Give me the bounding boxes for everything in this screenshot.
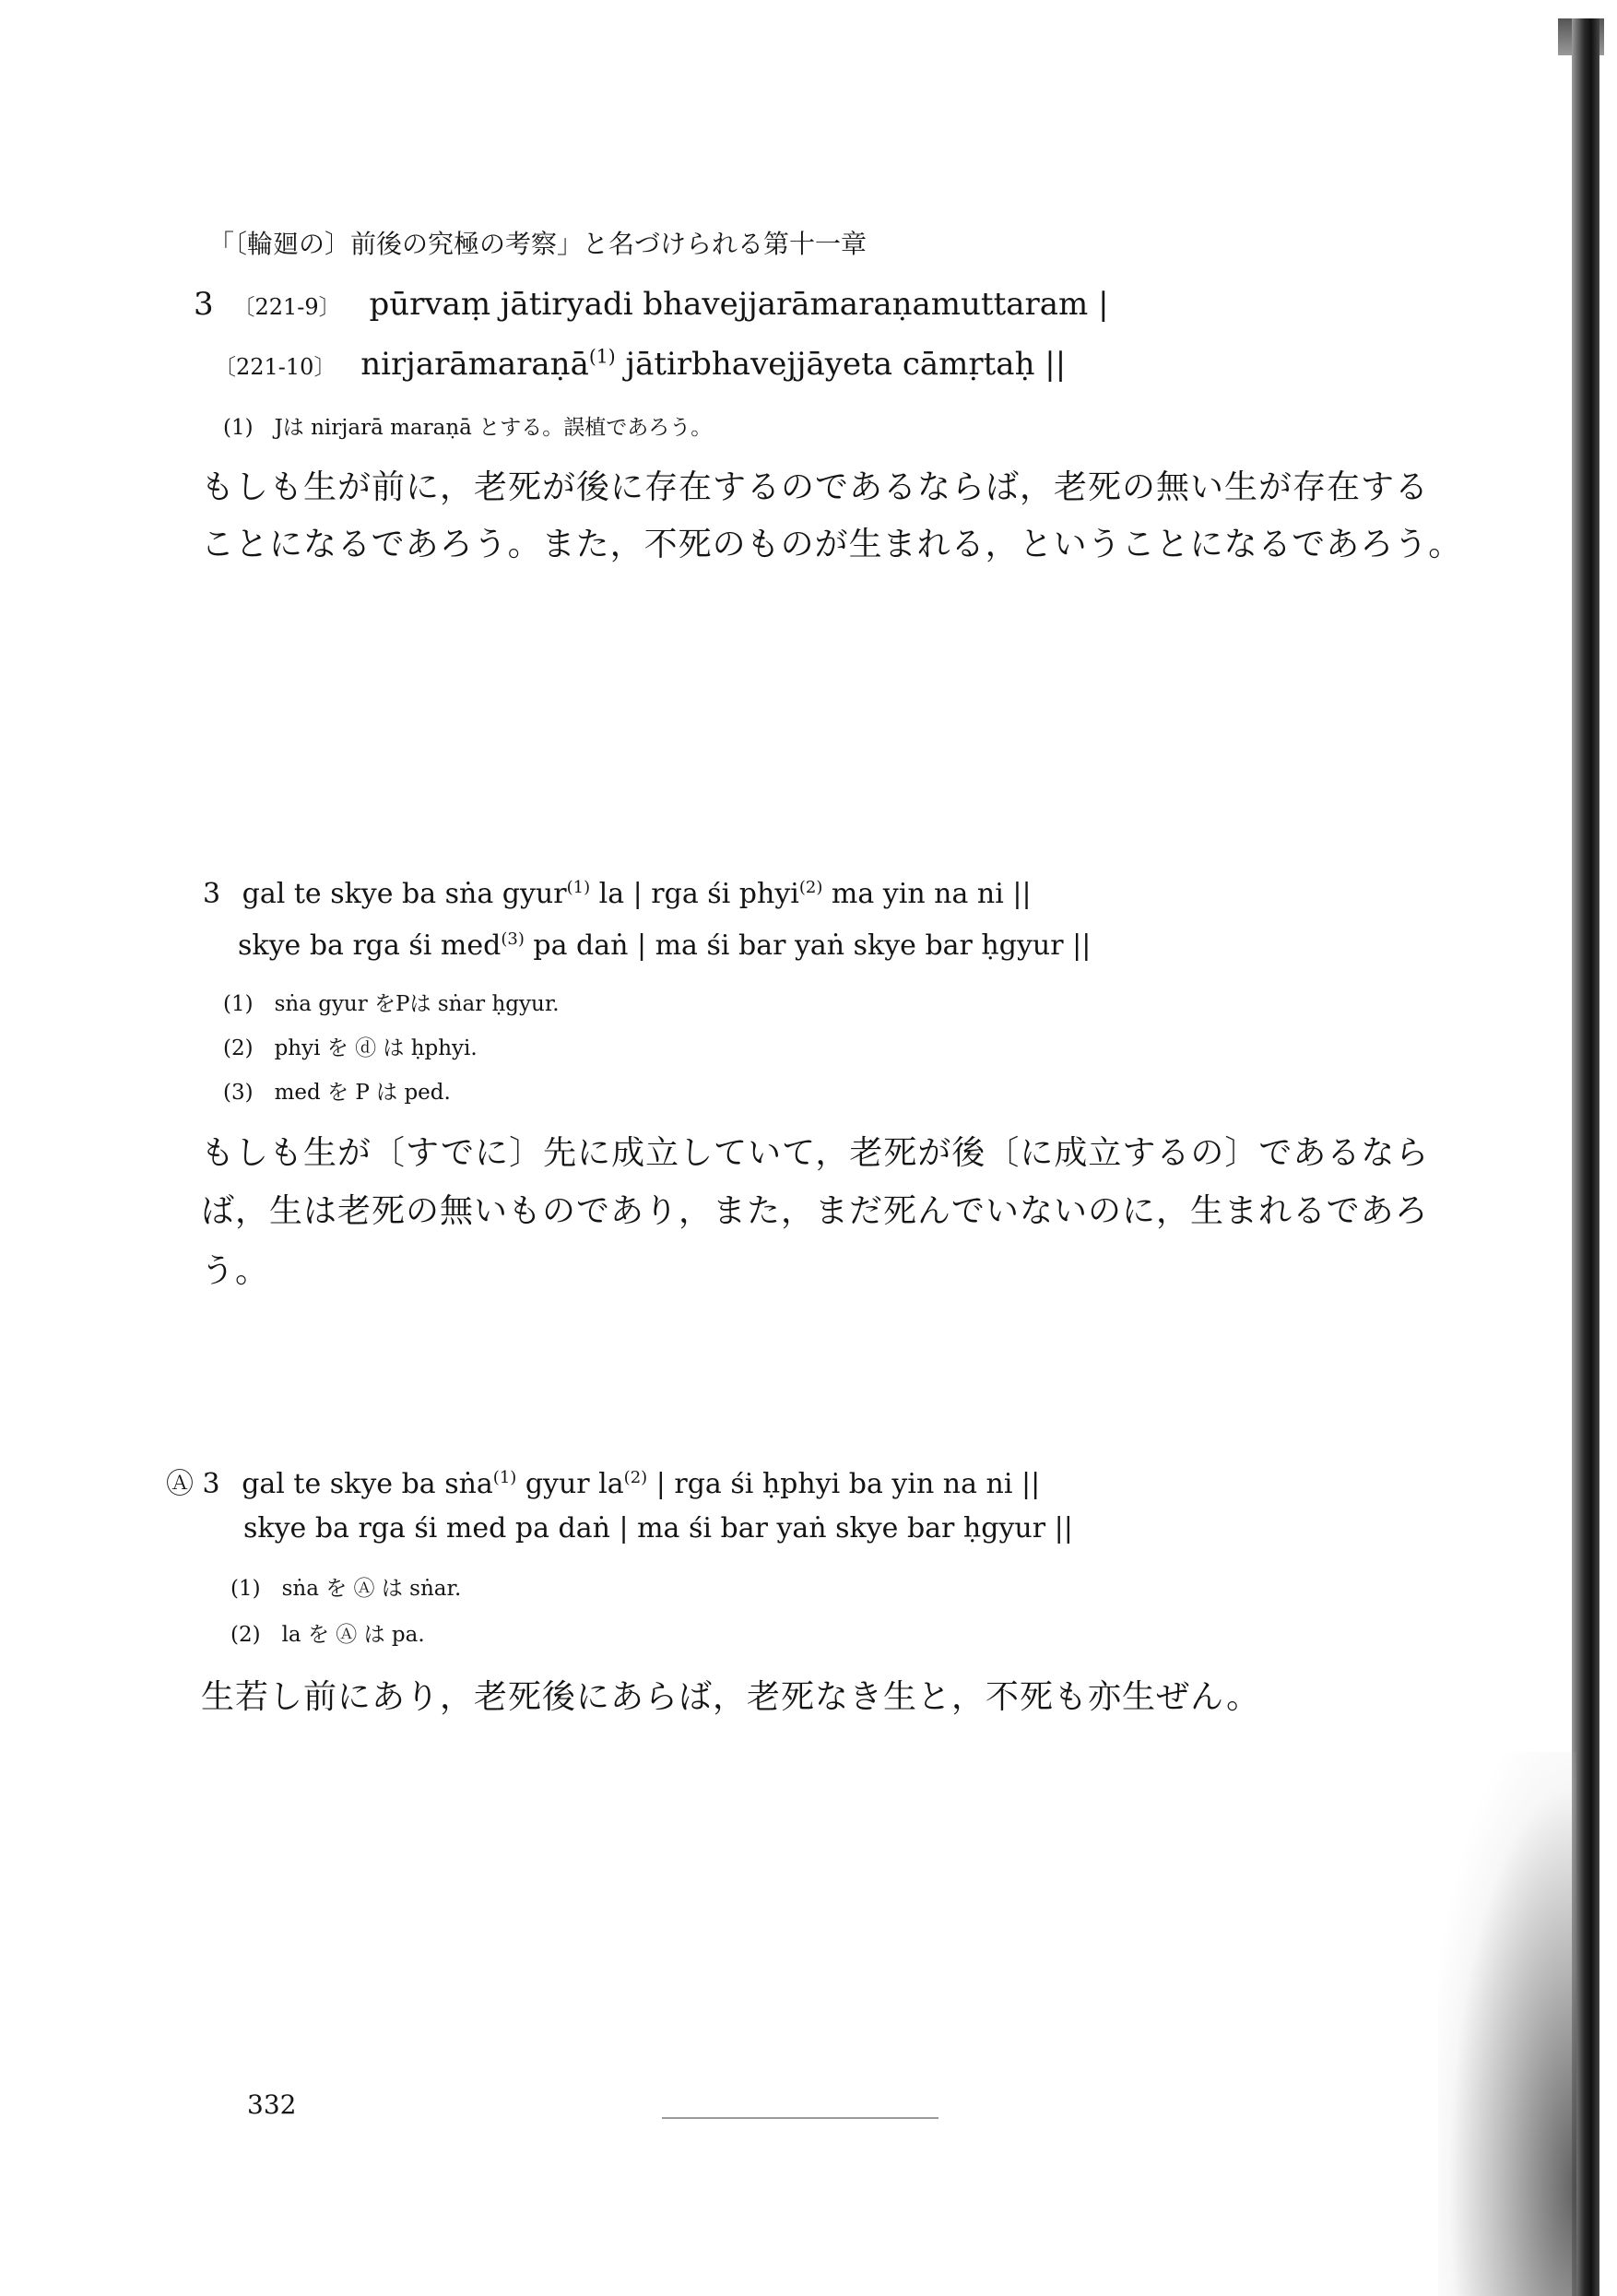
tibetan-text: gal te skye ba sṅa xyxy=(242,1468,493,1500)
footnote-marker: (2) xyxy=(798,878,823,897)
tibetan-line-2 xyxy=(238,929,1091,962)
footnote-marker: (1) xyxy=(566,878,591,897)
footnote: (1) sṅa gyur をPは sṅar ḥgyur. xyxy=(223,992,560,1016)
sanskrit-text: nirjarāmaraṇā xyxy=(360,346,589,383)
sanskrit-text: jātirbhavejjāyeta cāmṛtaḥ || xyxy=(615,346,1067,383)
footnote-marker: (2) xyxy=(623,1468,648,1487)
translation-line: もしも生が前に，老死が後に存在するのであるならば，老死の無い生が存在する xyxy=(201,468,1430,506)
footnote: (3) med を P は ped. xyxy=(223,1081,451,1105)
tibetan-line-2: skye ba rga śi med pa daṅ | ma śi bar yaṅ skye bar ḥgyur || xyxy=(243,1512,1073,1544)
footnote-marker: (1) xyxy=(588,345,616,368)
sanskrit-line-2 xyxy=(214,346,1066,383)
translation-line: う。 xyxy=(201,1252,270,1290)
sanskrit-text: pūrvaṃ jātiryadi bhavejjarāmaraṇamuttaram | xyxy=(369,286,1109,323)
footnote: (1) Jは nirjarā maraṇā とする。誤植であろう。 xyxy=(223,416,713,440)
translation-line: 生若し前にあり，老死後にあらば，老死なき生と，不死も亦生ぜん。 xyxy=(201,1678,1261,1716)
chapter-title: 「〔輪廻の〕前後の究極の考察」と名づけられる第十一章 xyxy=(208,229,868,259)
tibetan-text: pa daṅ | ma śi bar yaṅ skye bar ḥgyur || xyxy=(524,929,1092,962)
tibetan-line-1 xyxy=(166,1461,1040,1501)
tibetan-text: ma yin na ni || xyxy=(822,878,1032,910)
footnote-marker: (3) xyxy=(501,929,525,949)
tibetan-text: gal te skye ba sṅa gyur xyxy=(242,878,567,910)
tibetan-text: la | rga śi phyi xyxy=(590,878,799,910)
tibetan-text: gyur la xyxy=(516,1468,624,1500)
footnote: (2) phyi を ⓓ は ḥphyi. xyxy=(223,1036,478,1060)
translation-line: もしも生が〔すでに〕先に成立していて，老死が後〔に成立するの〕であるなら xyxy=(201,1134,1430,1172)
footnote-marker: (1) xyxy=(492,1468,517,1487)
tibetan-text: | rga śi ḥphyi ba yin na ni || xyxy=(647,1468,1041,1500)
footnote: (1) sṅa を Ⓐ は sṅar. xyxy=(230,1577,462,1601)
verse-number: 3 xyxy=(202,1468,220,1500)
edition-marker: Ⓐ xyxy=(166,1468,194,1500)
footnote: (2) la を Ⓐ は pa. xyxy=(230,1623,425,1647)
verse-reference: 〔221-10〕 xyxy=(214,354,336,380)
scan-artifact-line xyxy=(662,2117,938,2119)
verse-number: 3 xyxy=(194,286,214,323)
sanskrit-line-1 xyxy=(194,286,1109,323)
translation-line: ば，生は老死の無いものであり，また，まだ死んでいないのに，生まれるであろ xyxy=(201,1192,1429,1230)
page-number: 332 xyxy=(247,2089,297,2120)
verse-number: 3 xyxy=(203,878,221,910)
scan-corner-shadow xyxy=(1438,1752,1576,2296)
tibetan-text: skye ba rga śi med xyxy=(238,929,502,962)
tibetan-line-1 xyxy=(203,878,1032,910)
verse-reference: 〔221-9〕 xyxy=(232,294,341,320)
translation-line: ことになるであろう。また，不死のものが生まれる，ということになるであろう。 xyxy=(201,526,1463,563)
